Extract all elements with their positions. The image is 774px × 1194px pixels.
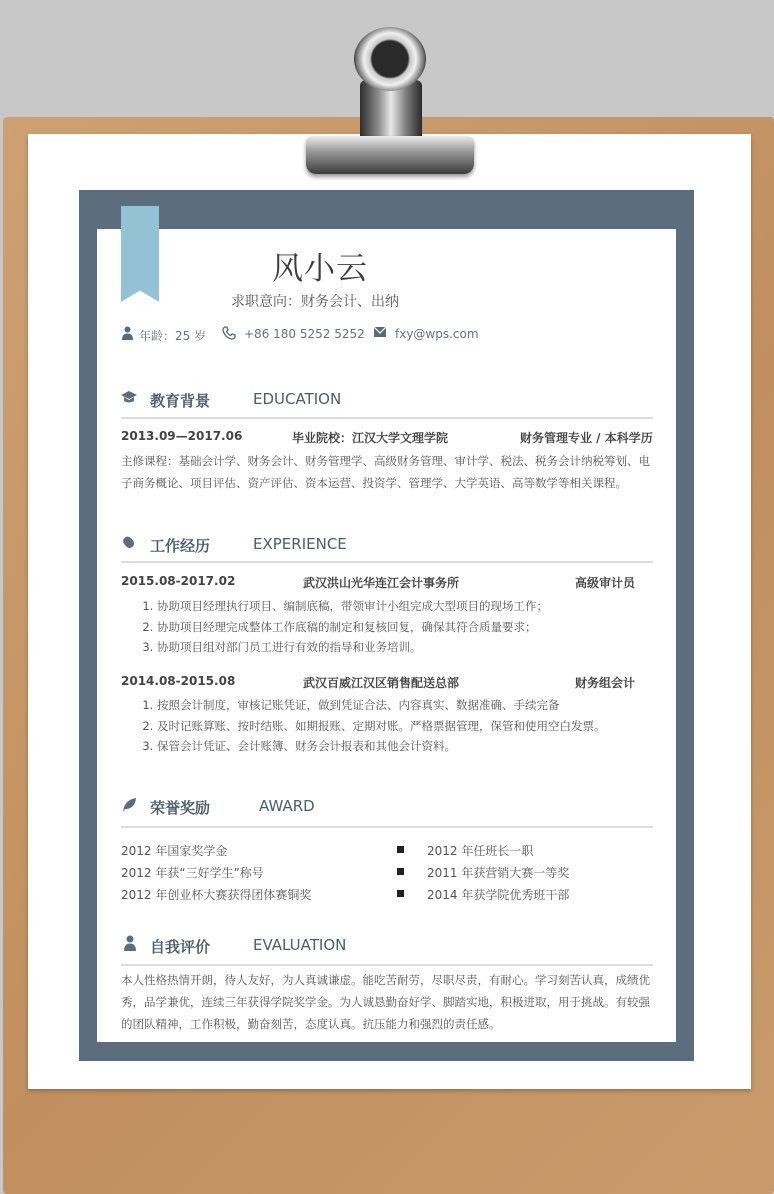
- award-item: 2012 年创业杯大赛获得团体赛铜奖: [121, 888, 312, 902]
- job-1-period: 2015.08-2017.02: [121, 574, 236, 588]
- phone-text: +86 180 5252 5252: [244, 327, 365, 341]
- education-title-en: EDUCATION: [253, 390, 342, 408]
- mail-icon: [373, 326, 387, 340]
- award-title-cn: 荣誉奖励: [150, 799, 211, 817]
- job-2-period: 2014.08-2015.08: [121, 674, 236, 688]
- experience-title-cn: 工作经历: [150, 537, 211, 555]
- award-bullet: [397, 846, 404, 853]
- award-item: 2014 年获学院优秀班干部: [427, 888, 570, 902]
- award-item: 2012 年任班长一职: [427, 844, 534, 858]
- experience-divider: [121, 561, 653, 563]
- person-icon: [120, 326, 134, 340]
- user-icon: [121, 935, 139, 951]
- clip-base: [306, 136, 474, 174]
- experience-title-en: EXPERIENCE: [253, 535, 347, 553]
- age-text: 年龄：25 岁: [139, 329, 207, 343]
- job-intent: 求职意向：财务会计、出纳: [231, 294, 399, 310]
- job-2-role: 财务组会计: [575, 676, 636, 690]
- award-bullet: [397, 868, 404, 875]
- job-1-duty: 2. 协助项目经理完成整体工作底稿的制定和复核回复，确保其符合质量要求；: [157, 617, 677, 638]
- leaf-icon: [120, 797, 138, 813]
- award-title-en: AWARD: [259, 797, 315, 815]
- award-divider: [121, 826, 653, 828]
- job-1-duties: [121, 596, 677, 658]
- award-item: 2011 年获营销大赛一等奖: [427, 866, 570, 880]
- evaluation-divider: [121, 964, 653, 966]
- bookmark-ribbon: [121, 206, 159, 302]
- evaluation-title-en: EVALUATION: [253, 936, 347, 954]
- candidate-name: 风小云: [272, 251, 368, 287]
- job-1-duty: 3. 协助项目组对部门员工进行有效的指导和业务培训。: [157, 637, 677, 658]
- education-school: 毕业院校：江汉大学文理学院: [292, 431, 449, 445]
- education-title-cn: 教育背景: [150, 392, 211, 410]
- education-courses: 主修课程：基础会计学、财务会计、财务管理学、高级财务管理、审计学、税法、税务会计纳税筹划、电子商务概论、项目评估、资产评估、资本运营、投资学、管理学、大学英语、高等数学等相关课程。: [121, 454, 650, 490]
- job-2-duties: [121, 695, 677, 757]
- award-item: 2012 年国家奖学金: [121, 844, 228, 858]
- education-major: 财务管理专业 / 本科学历: [520, 431, 653, 445]
- job-1-company: 武汉洪山光华连江会计事务所: [303, 576, 460, 590]
- clip-ring: [354, 27, 426, 91]
- award-item: 2012 年获“三好学生”称号: [121, 866, 264, 880]
- job-2-duty: 1. 按照会计制度，审核记账凭证，做到凭证合法、内容真实、数据准确、手续完备: [157, 695, 677, 716]
- graduation-cap-icon: [120, 390, 138, 406]
- email-text: fxy@wps.com: [395, 327, 479, 341]
- job-1-duty: 1. 协助项目经理执行项目、编制底稿，带领审计小组完成大型项目的现场工作；: [157, 596, 677, 617]
- evaluation-title-cn: 自我评价: [150, 938, 211, 956]
- job-2-duty: 2. 及时记账算账、按时结账、如期报账、定期对账。严格票据管理，保管和使用空白发票。: [157, 716, 677, 737]
- education-period: 2013.09—2017.06: [121, 429, 243, 443]
- mouse-icon: [120, 534, 138, 550]
- evaluation-text: 本人性格热情开朗，待人友好，为人真诚谦虚。能吃苦耐劳，尽职尽责，有耐心。学习刻苦认真，成绩优秀，品学兼优，连续三年获得学院奖学金。为人诚恳勤奋好学、脚踏实地，积极进取，用于挑战。有较强的团队精神，工作积极，勤奋刻苦，态度认真。抗压能力和强烈的责任感。: [121, 973, 650, 1031]
- phone-icon: [222, 326, 236, 340]
- education-divider: [121, 417, 653, 419]
- award-bullet: [397, 890, 404, 897]
- job-2-company: 武汉百威江汉区销售配送总部: [303, 676, 460, 690]
- job-2-duty: 3. 保管会计凭证、会计账簿、财务会计报表和其他会计资料。: [157, 736, 677, 757]
- job-1-role: 高级审计员: [575, 576, 636, 590]
